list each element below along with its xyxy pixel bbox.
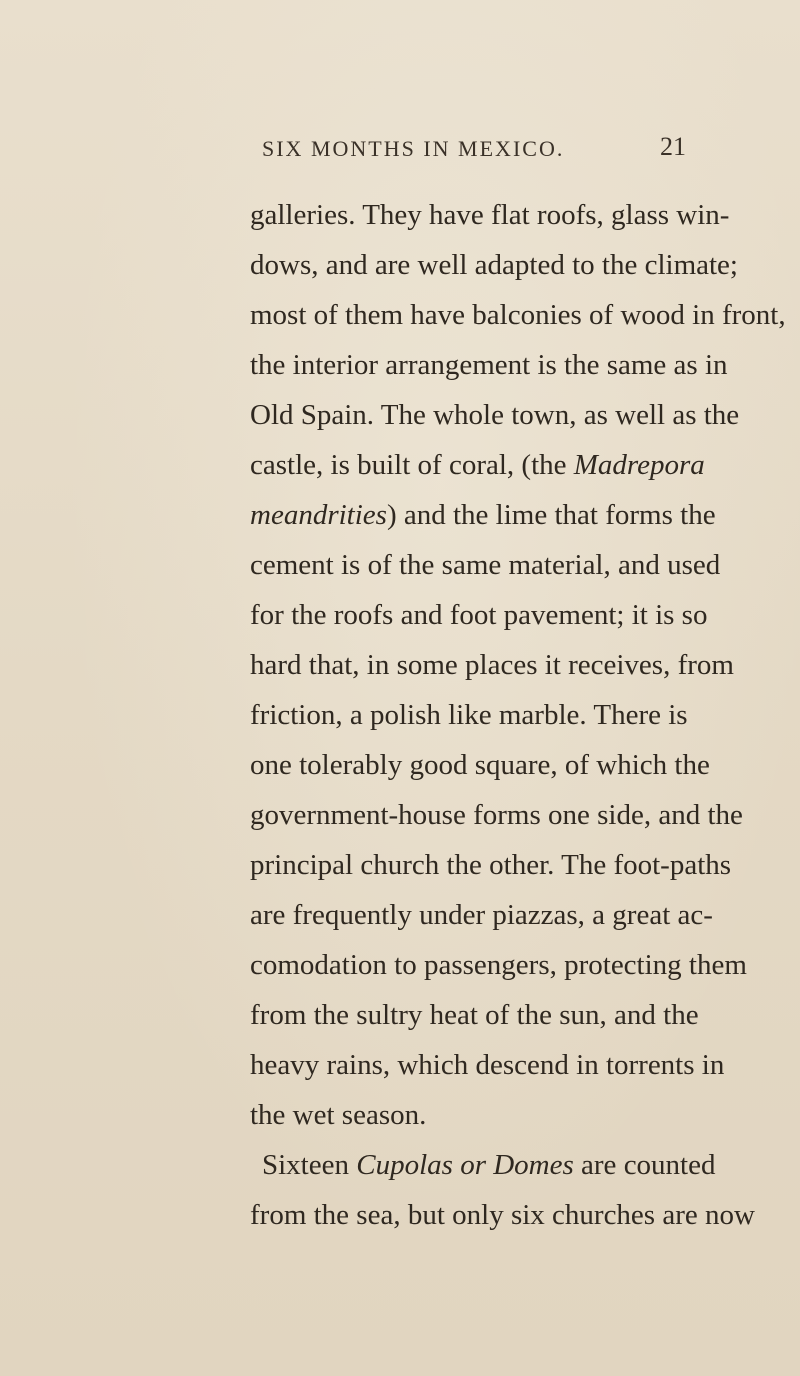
text-line: galleries. They have flat roofs, glass win- (250, 199, 730, 231)
text-line: friction, a polish like marble. There is (250, 699, 688, 731)
text-line: one tolerably good square, of which the (250, 749, 710, 781)
text-line: the interior arrangement is the same as in (250, 349, 728, 381)
running-title: SIX MONTHS IN MEXICO. (262, 136, 565, 161)
text-line: cement is of the same material, and used (250, 549, 721, 581)
text-line: castle, is built of coral, (the Madrepora (250, 449, 705, 481)
text-line: from the sultry heat of the sun, and the (250, 999, 699, 1031)
text-line: Sixteen Cupolas or Domes are counted (262, 1149, 716, 1181)
text-line: heavy rains, which descend in torrents in (250, 1049, 725, 1081)
text-line: meandrities) and the lime that forms the (250, 499, 716, 531)
text-line: government-house forms one side, and the (250, 799, 743, 831)
page-number: 21 (660, 132, 686, 161)
text-line: principal church the other. The foot-paths (250, 849, 732, 881)
text-line: dows, and are well adapted to the climate; (250, 249, 738, 281)
text-line: from the sea, but only six churches are now (250, 1199, 755, 1231)
text-line: comodation to passengers, protecting them (250, 949, 747, 981)
text-line: most of them have balconies of wood in front, (250, 299, 786, 331)
text-line: for the roofs and foot pavement; it is so (250, 599, 708, 631)
text-line: hard that, in some places it receives, from (250, 649, 734, 681)
page-header (0, 132, 800, 176)
text-line: are frequently under piazzas, a great ac- (250, 899, 713, 931)
text-line: Old Spain. The whole town, as well as the (250, 399, 740, 431)
text-line: the wet season. (250, 1099, 427, 1131)
